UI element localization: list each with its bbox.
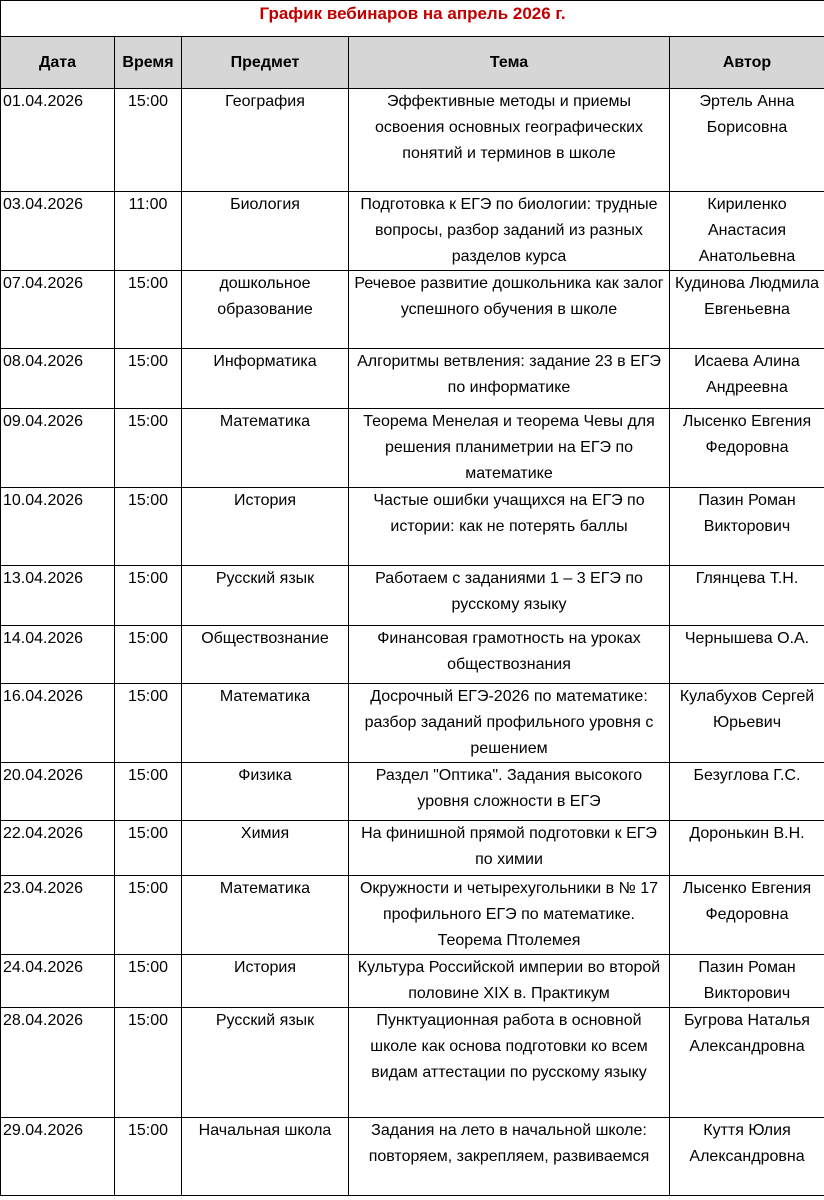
cell-topic: Пунктуационная работа в основной школе как основа подготовки ко всем видам аттестации по русскому языку: [349, 1008, 670, 1118]
table-row: [1, 684, 824, 763]
cell-subject: История: [182, 955, 349, 1008]
cell-topic: Алгоритмы ветвления: задание 23 в ЕГЭ по информатике: [349, 349, 670, 409]
cell-topic: Речевое развитие дошкольника как залог успешного обучения в школе: [349, 271, 670, 349]
cell-time: 15:00: [115, 488, 182, 566]
cell-date: 03.04.2026: [1, 192, 115, 271]
cell-topic: Окружности и четырехугольники в № 17 профильного ЕГЭ по математике. Теорема Птолемея: [349, 876, 670, 955]
cell-time: 15:00: [115, 626, 182, 684]
cell-author: Пазин Роман Викторович: [670, 955, 824, 1008]
page-title: График вебинаров на апрель 2026 г.: [1, 1, 824, 37]
column-header-date: Дата: [1, 37, 115, 89]
cell-subject: дошкольное образование: [182, 271, 349, 349]
cell-time: 15:00: [115, 955, 182, 1008]
cell-author: Лысенко Евгения Федоровна: [670, 876, 824, 955]
cell-date: 20.04.2026: [1, 763, 115, 821]
cell-topic: Финансовая грамотность на уроках обществознания: [349, 626, 670, 684]
cell-time: 15:00: [115, 271, 182, 349]
cell-date: 16.04.2026: [1, 684, 115, 763]
table-row: [1, 566, 824, 626]
table-row: [1, 821, 824, 876]
cell-time: 15:00: [115, 763, 182, 821]
cell-date: 08.04.2026: [1, 349, 115, 409]
cell-topic: Раздел "Оптика". Задания высокого уровня сложности в ЕГЭ: [349, 763, 670, 821]
cell-topic: Досрочный ЕГЭ-2026 по математике: разбор заданий профильного уровня с решением: [349, 684, 670, 763]
cell-author: Лысенко Евгения Федоровна: [670, 409, 824, 488]
cell-subject: Информатика: [182, 349, 349, 409]
cell-author: Кулабухов Сергей Юрьевич: [670, 684, 824, 763]
cell-author: Исаева Алина Андреевна: [670, 349, 824, 409]
cell-subject: География: [182, 89, 349, 192]
cell-topic: Частые ошибки учащихся на ЕГЭ по истории: как не потерять баллы: [349, 488, 670, 566]
cell-subject: Биология: [182, 192, 349, 271]
cell-date: 13.04.2026: [1, 566, 115, 626]
column-header-topic: Тема: [349, 37, 670, 89]
cell-subject: Физика: [182, 763, 349, 821]
cell-subject: Математика: [182, 876, 349, 955]
table-row: [1, 192, 824, 271]
cell-author: Бугрова Наталья Александровна: [670, 1008, 824, 1118]
table-row: [1, 271, 824, 349]
cell-topic: Подготовка к ЕГЭ по биологии: трудные вопросы, разбор заданий из разных разделов курса: [349, 192, 670, 271]
table-row: [1, 626, 824, 684]
cell-time: 15:00: [115, 1008, 182, 1118]
cell-topic: Задания на лето в начальной школе: повторяем, закрепляем, развиваемся: [349, 1118, 670, 1196]
cell-time: 11:00: [115, 192, 182, 271]
cell-time: 15:00: [115, 684, 182, 763]
cell-subject: Русский язык: [182, 566, 349, 626]
cell-author: Чернышева О.А.: [670, 626, 824, 684]
title-row: [1, 1, 824, 37]
cell-author: Эртель Анна Борисовна: [670, 89, 824, 192]
table-row: [1, 1008, 824, 1118]
cell-subject: История: [182, 488, 349, 566]
cell-time: 15:00: [115, 566, 182, 626]
cell-topic: Работаем с заданиями 1 – 3 ЕГЭ по русскому языку: [349, 566, 670, 626]
cell-date: 14.04.2026: [1, 626, 115, 684]
cell-subject: Русский язык: [182, 1008, 349, 1118]
cell-date: 29.04.2026: [1, 1118, 115, 1196]
cell-time: 15:00: [115, 821, 182, 876]
schedule-body: [1, 89, 824, 1196]
column-header-time: Время: [115, 37, 182, 89]
header-row: [1, 37, 824, 89]
cell-date: 22.04.2026: [1, 821, 115, 876]
cell-date: 10.04.2026: [1, 488, 115, 566]
cell-author: Пазин Роман Викторович: [670, 488, 824, 566]
cell-subject: Начальная школа: [182, 1118, 349, 1196]
cell-time: 15:00: [115, 89, 182, 192]
cell-topic: На финишной прямой подготовки к ЕГЭ по химии: [349, 821, 670, 876]
cell-author: Безуглова Г.С.: [670, 763, 824, 821]
column-header-subject: Предмет: [182, 37, 349, 89]
cell-topic: Эффективные методы и приемы освоения основных географических понятий и терминов в школе: [349, 89, 670, 192]
table-row: [1, 955, 824, 1008]
table-row: [1, 763, 824, 821]
table-row: [1, 876, 824, 955]
cell-author: Глянцева Т.Н.: [670, 566, 824, 626]
cell-subject: Математика: [182, 409, 349, 488]
cell-subject: Химия: [182, 821, 349, 876]
column-header-author: Автор: [670, 37, 824, 89]
cell-date: 24.04.2026: [1, 955, 115, 1008]
table-row: [1, 349, 824, 409]
cell-subject: Обществознание: [182, 626, 349, 684]
cell-author: Доронькин В.Н.: [670, 821, 824, 876]
cell-date: 09.04.2026: [1, 409, 115, 488]
cell-author: Кудинова Людмила Евгеньевна: [670, 271, 824, 349]
table-row: [1, 488, 824, 566]
cell-author: Куття Юлия Александровна: [670, 1118, 824, 1196]
cell-time: 15:00: [115, 349, 182, 409]
cell-date: 01.04.2026: [1, 89, 115, 192]
cell-date: 23.04.2026: [1, 876, 115, 955]
cell-time: 15:00: [115, 1118, 182, 1196]
table-row: [1, 1118, 824, 1196]
table-row: [1, 89, 824, 192]
table-row: [1, 409, 824, 488]
cell-date: 07.04.2026: [1, 271, 115, 349]
cell-author: Кириленко Анастасия Анатольевна: [670, 192, 824, 271]
cell-topic: Теорема Менелая и теорема Чевы для решения планиметрии на ЕГЭ по математике: [349, 409, 670, 488]
cell-topic: Культура Российской империи во второй половине XIX в. Практикум: [349, 955, 670, 1008]
cell-time: 15:00: [115, 876, 182, 955]
cell-time: 15:00: [115, 409, 182, 488]
cell-subject: Математика: [182, 684, 349, 763]
cell-date: 28.04.2026: [1, 1008, 115, 1118]
